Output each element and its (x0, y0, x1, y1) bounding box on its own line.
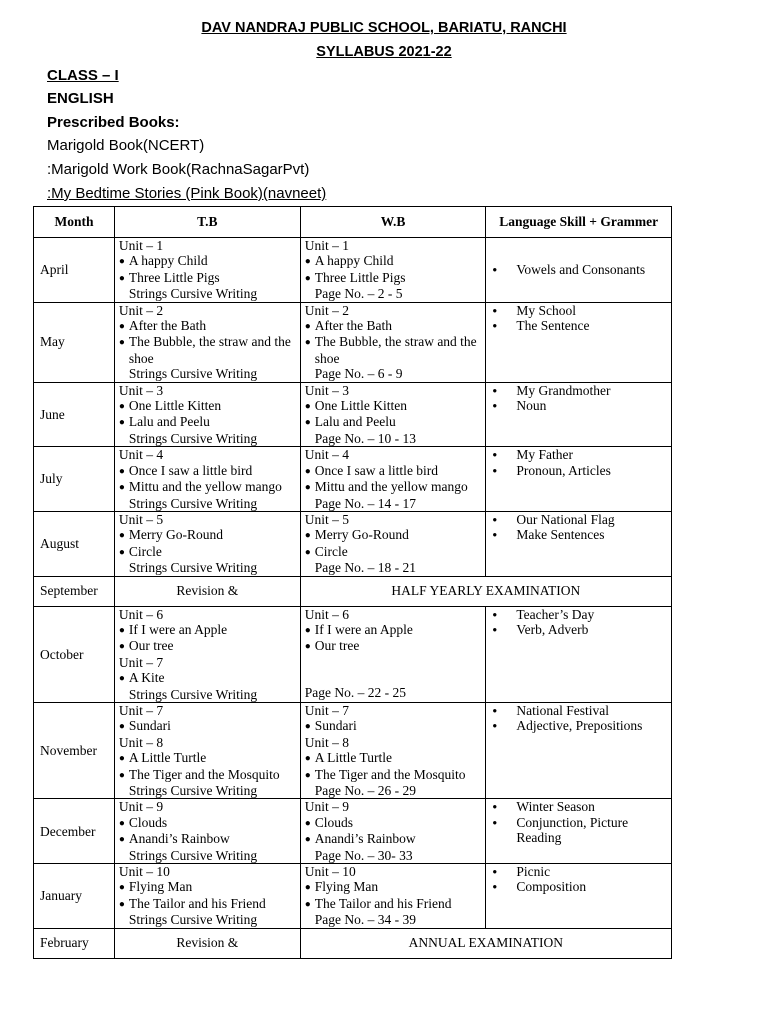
class-label: CLASS – I (47, 67, 119, 84)
lesson-item: ● Once I saw a little bird (305, 463, 482, 479)
skill-item: ● My School (490, 303, 667, 318)
lesson-item: ● After the Bath (119, 318, 296, 334)
skill-cell (486, 702, 672, 798)
skill-item: ● Winter Season (490, 799, 667, 814)
header-skill: Language Skill + Grammer (486, 207, 672, 238)
skill-cell (486, 799, 672, 864)
book-3: :My Bedtime Stories (Pink Book)(navneet) (47, 185, 327, 202)
wb-cell (300, 799, 486, 864)
tb-cell (114, 864, 300, 929)
skill-cell (486, 302, 672, 382)
tb-cell (114, 702, 300, 798)
unit-label: Unit – 2 (304, 302, 349, 318)
lesson-item: ● A Little Turtle (119, 750, 296, 766)
exam-cell: ANNUAL EXAMINATION (300, 928, 671, 958)
wb-cell (300, 511, 486, 576)
table-row (34, 606, 672, 702)
skill-item: ● Our National Flag (490, 512, 667, 527)
lesson-item: ● A happy Child (119, 253, 296, 269)
cursive-writing: Strings Cursive Writing (128, 430, 258, 446)
skill-item: ● Make Sentences (490, 527, 667, 542)
table-row (34, 702, 672, 798)
tb-cell (114, 447, 300, 512)
wb-cell (300, 302, 486, 382)
exam-cell: HALF YEARLY EXAMINATION (300, 576, 671, 606)
table-row (34, 238, 672, 303)
lesson-item: ● Our tree (305, 638, 482, 654)
skill-item: ● My Grandmother (490, 383, 667, 398)
skill-item: ● Conjunction, Picture Reading (490, 815, 667, 846)
wb-cell (300, 382, 486, 447)
page-range: Page No. – 18 - 21 (314, 560, 416, 576)
month-cell: June (34, 382, 115, 447)
lesson-item: ● The Bubble, the straw and the shoe (119, 334, 296, 366)
header-wb: W.B (300, 207, 486, 238)
lesson-item: ● Lalu and Peelu (119, 414, 296, 430)
wb-cell (300, 606, 486, 702)
wb-cell (300, 702, 486, 798)
lesson-item: ● The Tailor and his Friend (119, 896, 296, 912)
lesson-item: ● Sundari (305, 718, 482, 734)
skill-item: ● Teacher’s Day (490, 607, 667, 622)
skill-item: ● Vowels and Consonants (490, 262, 667, 277)
month-cell: April (34, 238, 115, 303)
table-row (34, 928, 672, 958)
lesson-item: ● A happy Child (305, 253, 482, 269)
lesson-item: ● Our tree (119, 638, 296, 654)
lesson-item: ● Once I saw a little bird (119, 463, 296, 479)
syllabus-title: SYLLABUS 2021-22 (316, 44, 452, 60)
lesson-item: ● A Little Turtle (305, 750, 482, 766)
wb-cell (300, 864, 486, 929)
lesson-item: ● Merry Go-Round (119, 527, 296, 543)
unit-label: Unit – 1 (304, 238, 349, 253)
tb-cell: Revision & (114, 928, 300, 958)
unit-label: Unit – 9 (304, 799, 349, 815)
table-row (34, 382, 672, 447)
lesson-item: ● Clouds (119, 815, 296, 831)
lesson-item: ● Mittu and the yellow mango (119, 479, 296, 495)
wb-cell (300, 238, 486, 303)
page-range: Page No. – 26 - 29 (314, 783, 416, 798)
lesson-item: ● Sundari (119, 718, 296, 734)
unit-label: Unit – 3 (304, 382, 349, 398)
unit-label: Unit – 7 (118, 654, 164, 670)
skill-item: ● Adjective, Prepositions (490, 718, 667, 733)
lesson-item: ● Flying Man (305, 879, 482, 895)
lesson-item: ● Anandi’s Rainbow (305, 831, 482, 847)
unit-label: Unit – 5 (118, 511, 164, 527)
lesson-item: ● If I were an Apple (305, 622, 482, 638)
skill-cell (486, 382, 672, 447)
lesson-item: ● Three Little Pigs (119, 270, 296, 286)
unit-label: Unit – 10 (118, 864, 170, 880)
unit-label: Unit – 7 (304, 702, 349, 718)
lesson-item: ● Circle (305, 544, 482, 560)
skill-item: ● Picnic (490, 864, 667, 879)
lesson-item: ● The Tiger and the Mosquito (119, 767, 296, 783)
table-header-row (34, 207, 672, 238)
tb-cell: Revision & (114, 576, 300, 606)
lesson-item: ● Anandi’s Rainbow (119, 831, 296, 847)
header-tb: T.B (114, 207, 300, 238)
tb-cell (114, 606, 300, 702)
lesson-item: ● If I were an Apple (119, 622, 296, 638)
unit-label: Unit – 6 (118, 606, 164, 622)
skill-cell (486, 606, 672, 702)
lesson-item: ● The Bubble, the straw and the shoe (305, 334, 482, 366)
lesson-item: ● Lalu and Peelu (305, 414, 482, 430)
page-range: Page No. – 22 - 25 (304, 684, 406, 700)
lesson-item: ● Clouds (305, 815, 482, 831)
skill-item: ● Noun (490, 398, 667, 413)
month-cell: November (34, 702, 115, 798)
lesson-item: ● The Tiger and the Mosquito (305, 767, 482, 783)
page-range: Page No. – 10 - 13 (314, 430, 416, 446)
unit-label: Unit – 8 (118, 734, 164, 750)
skill-item: ● National Festival (490, 703, 667, 718)
cursive-writing: Strings Cursive Writing (128, 286, 258, 302)
month-cell: October (34, 606, 115, 702)
page-range: Page No. – 14 - 17 (314, 495, 416, 511)
lesson-item: ● Three Little Pigs (305, 270, 482, 286)
lesson-item: ● Mittu and the yellow mango (305, 479, 482, 495)
lesson-item: ● A Kite (119, 670, 296, 686)
month-cell: September (34, 576, 115, 606)
lesson-item: ● One Little Kitten (305, 398, 482, 414)
table-row (34, 511, 672, 576)
lesson-item: ● Flying Man (119, 879, 296, 895)
table-row (34, 799, 672, 864)
skill-item: ● Pronoun, Articles (490, 463, 667, 478)
month-cell: January (34, 864, 115, 929)
syllabus-table (33, 206, 672, 959)
cursive-writing: Strings Cursive Writing (128, 783, 258, 798)
lesson-item: ● The Tailor and his Friend (305, 896, 482, 912)
table-row (34, 864, 672, 929)
cursive-writing: Strings Cursive Writing (128, 495, 258, 511)
month-cell: August (34, 511, 115, 576)
cursive-writing: Strings Cursive Writing (128, 560, 258, 576)
school-name: DAV NANDRAJ PUBLIC SCHOOL, BARIATU, RANCHI (201, 20, 567, 36)
table-row (34, 576, 672, 606)
skill-item: ● Composition (490, 879, 667, 894)
tb-cell (114, 302, 300, 382)
table-row (34, 447, 672, 512)
month-cell: February (34, 928, 115, 958)
unit-label: Unit – 2 (118, 302, 164, 318)
skill-item: ● The Sentence (490, 318, 667, 333)
unit-label: Unit – 7 (118, 702, 164, 718)
unit-label: Unit – 4 (118, 447, 164, 463)
lesson-item: ● Merry Go-Round (305, 527, 482, 543)
cursive-writing: Strings Cursive Writing (128, 366, 258, 382)
unit-label: Unit – 1 (118, 238, 164, 253)
unit-label: Unit – 3 (118, 382, 164, 398)
page-range: Page No. – 34 - 39 (314, 912, 416, 928)
month-cell: December (34, 799, 115, 864)
skill-item: ● Verb, Adverb (490, 622, 667, 637)
page-range: Page No. – 6 - 9 (314, 366, 403, 382)
header-month: Month (34, 207, 115, 238)
tb-cell (114, 799, 300, 864)
skill-cell (486, 511, 672, 576)
tb-cell (114, 238, 300, 303)
page-range: Page No. – 30- 33 (314, 847, 413, 863)
unit-label: Unit – 10 (304, 864, 356, 880)
cursive-writing: Strings Cursive Writing (128, 686, 258, 702)
book-1: Marigold Book(NCERT) (47, 137, 205, 154)
page-range: Page No. – 2 - 5 (314, 286, 403, 302)
wb-cell (300, 447, 486, 512)
skill-item: ● My Father (490, 447, 667, 462)
cursive-writing: Strings Cursive Writing (128, 912, 258, 928)
table-row (34, 302, 672, 382)
unit-label: Unit – 6 (304, 606, 349, 622)
skill-cell (486, 447, 672, 512)
tb-cell (114, 511, 300, 576)
spacer (305, 655, 482, 685)
book-2: :Marigold Work Book(RachnaSagarPvt) (47, 161, 310, 178)
unit-label: Unit – 8 (304, 734, 349, 750)
tb-cell (114, 382, 300, 447)
unit-label: Unit – 9 (118, 799, 164, 815)
lesson-item: ● One Little Kitten (119, 398, 296, 414)
month-cell: May (34, 302, 115, 382)
unit-label: Unit – 4 (304, 447, 349, 463)
subject-label: ENGLISH (47, 90, 114, 107)
skill-cell (486, 864, 672, 929)
cursive-writing: Strings Cursive Writing (128, 847, 258, 863)
month-cell: July (34, 447, 115, 512)
unit-label: Unit – 5 (304, 511, 349, 527)
lesson-item: ● After the Bath (305, 318, 482, 334)
skill-cell (486, 238, 672, 303)
lesson-item: ● Circle (119, 544, 296, 560)
books-heading: Prescribed Books: (47, 114, 180, 131)
